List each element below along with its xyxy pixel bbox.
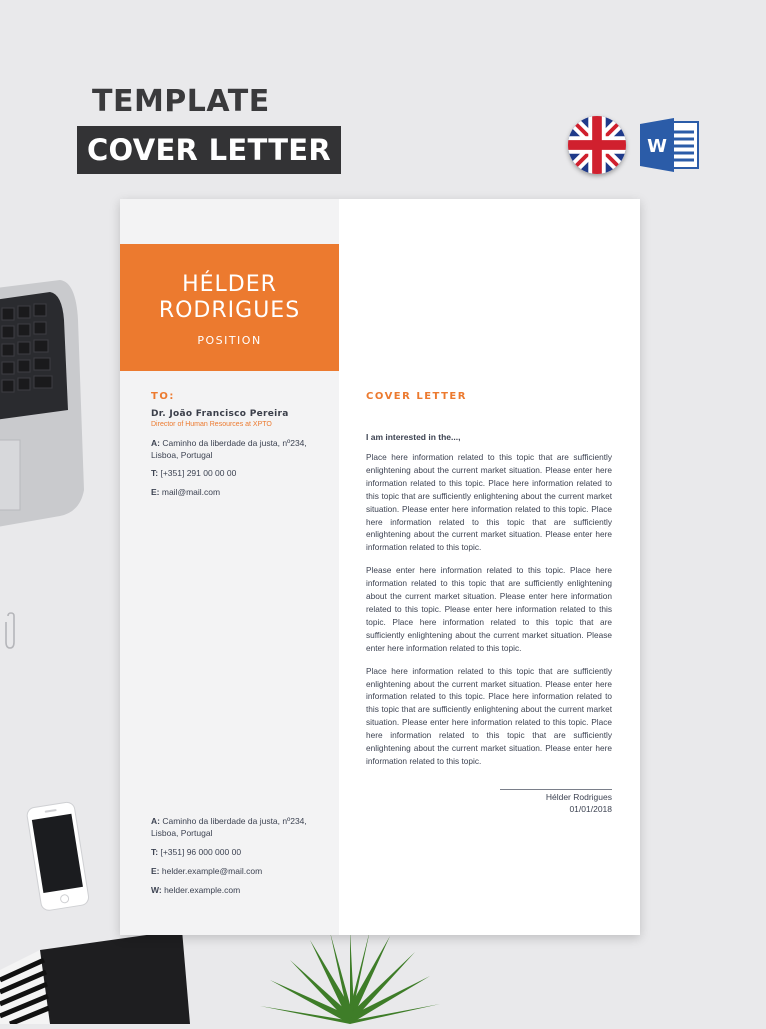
letter-paragraph: Please enter here information related to this topic. Place here information related to this topic that are sufficiently enlightening about the current market situation. Please enter here information related to this topic. Please enter here information related to this topic. Place here information related to this topic that are sufficiently enlightening about the current market situation. Please enter here information related to this topic.: [366, 565, 612, 653]
signature-line: [500, 789, 612, 790]
name-banner: [120, 244, 339, 371]
uk-flag-icon: [568, 116, 626, 174]
cover-letter-title: COVER LETTER: [77, 126, 341, 174]
sender-contact: [151, 815, 331, 903]
phone-value: [+351] 96 000 000 00: [160, 847, 242, 857]
recipient-name: Dr. João Francisco Pereira: [151, 409, 289, 419]
template-label: TEMPLATE: [92, 84, 270, 119]
letter-paragraph: Place here information related to this topic that are sufficiently enlightening about the current market situation. Please enter here information related to this topic. Place here information related to this topic that are sufficiently enlightening about the current market situation. Please enter here information related to this topic. Place here information related to this topic that are sufficiently enlightening about the current market situation. Please enter here information related to this topic.: [366, 452, 612, 553]
recipient-role: Director of Human Resources at XPTO: [151, 421, 272, 428]
sender-email: [151, 865, 331, 877]
to-label: TO:: [151, 391, 175, 402]
address-value: Caminho da liberdade da justa, nº234, Lisboa, Portugal: [151, 816, 307, 838]
address-label: A:: [151, 816, 160, 826]
phone-value: [+351] 291 00 00 00: [160, 468, 237, 478]
paperclip-image: [2, 612, 20, 650]
plant-image: [250, 930, 450, 1024]
web-label: W:: [151, 885, 162, 895]
laptop-image: [0, 280, 90, 540]
job-position: POSITION: [197, 334, 262, 347]
web-value: helder.example.com: [164, 885, 241, 895]
notebook-image: [0, 930, 190, 1024]
sender-phone: [151, 846, 331, 858]
email-value: helder.example@mail.com: [161, 866, 263, 876]
cover-letter-page: [120, 199, 640, 935]
signature-date: 01/01/2018: [569, 804, 612, 814]
phone-label: T:: [151, 847, 159, 857]
smartphone-image: [24, 800, 96, 914]
first-name: HÉLDER: [182, 272, 277, 297]
word-letter: W: [647, 136, 667, 157]
sender-website: [151, 884, 331, 896]
sender-address: [151, 815, 331, 839]
letter-body: [366, 451, 612, 778]
email-label: E:: [151, 487, 160, 497]
phone-label: T:: [151, 468, 159, 478]
email-label: E:: [151, 866, 160, 876]
recipient-address: [151, 437, 331, 461]
letter-paragraph: Place here information related to this topic that are sufficiently enlightening about the current market situation. Please enter here information related to this topic. Place here information related to this topic that are sufficiently enlightening about the current market situation. Please enter here information related to this topic. Place here information related to this topic that are sufficiently enlightening about the current market situation. Please enter here information related to this topic.: [366, 665, 612, 766]
letter-heading: COVER LETTER: [366, 391, 467, 402]
email-value: mail@mail.com: [161, 487, 221, 497]
address-label: A:: [151, 438, 160, 448]
word-doc-icon: [640, 118, 700, 172]
last-name: RODRIGUES: [158, 298, 301, 323]
letter-greeting: I am interested in the...,: [366, 432, 461, 442]
recipient-email: [151, 486, 331, 498]
recipient-phone: [151, 467, 331, 479]
address-value: Caminho da liberdade da justa, nº234, Lisboa, Portugal: [151, 438, 307, 460]
signature-name: Hélder Rodrigues: [545, 792, 612, 802]
